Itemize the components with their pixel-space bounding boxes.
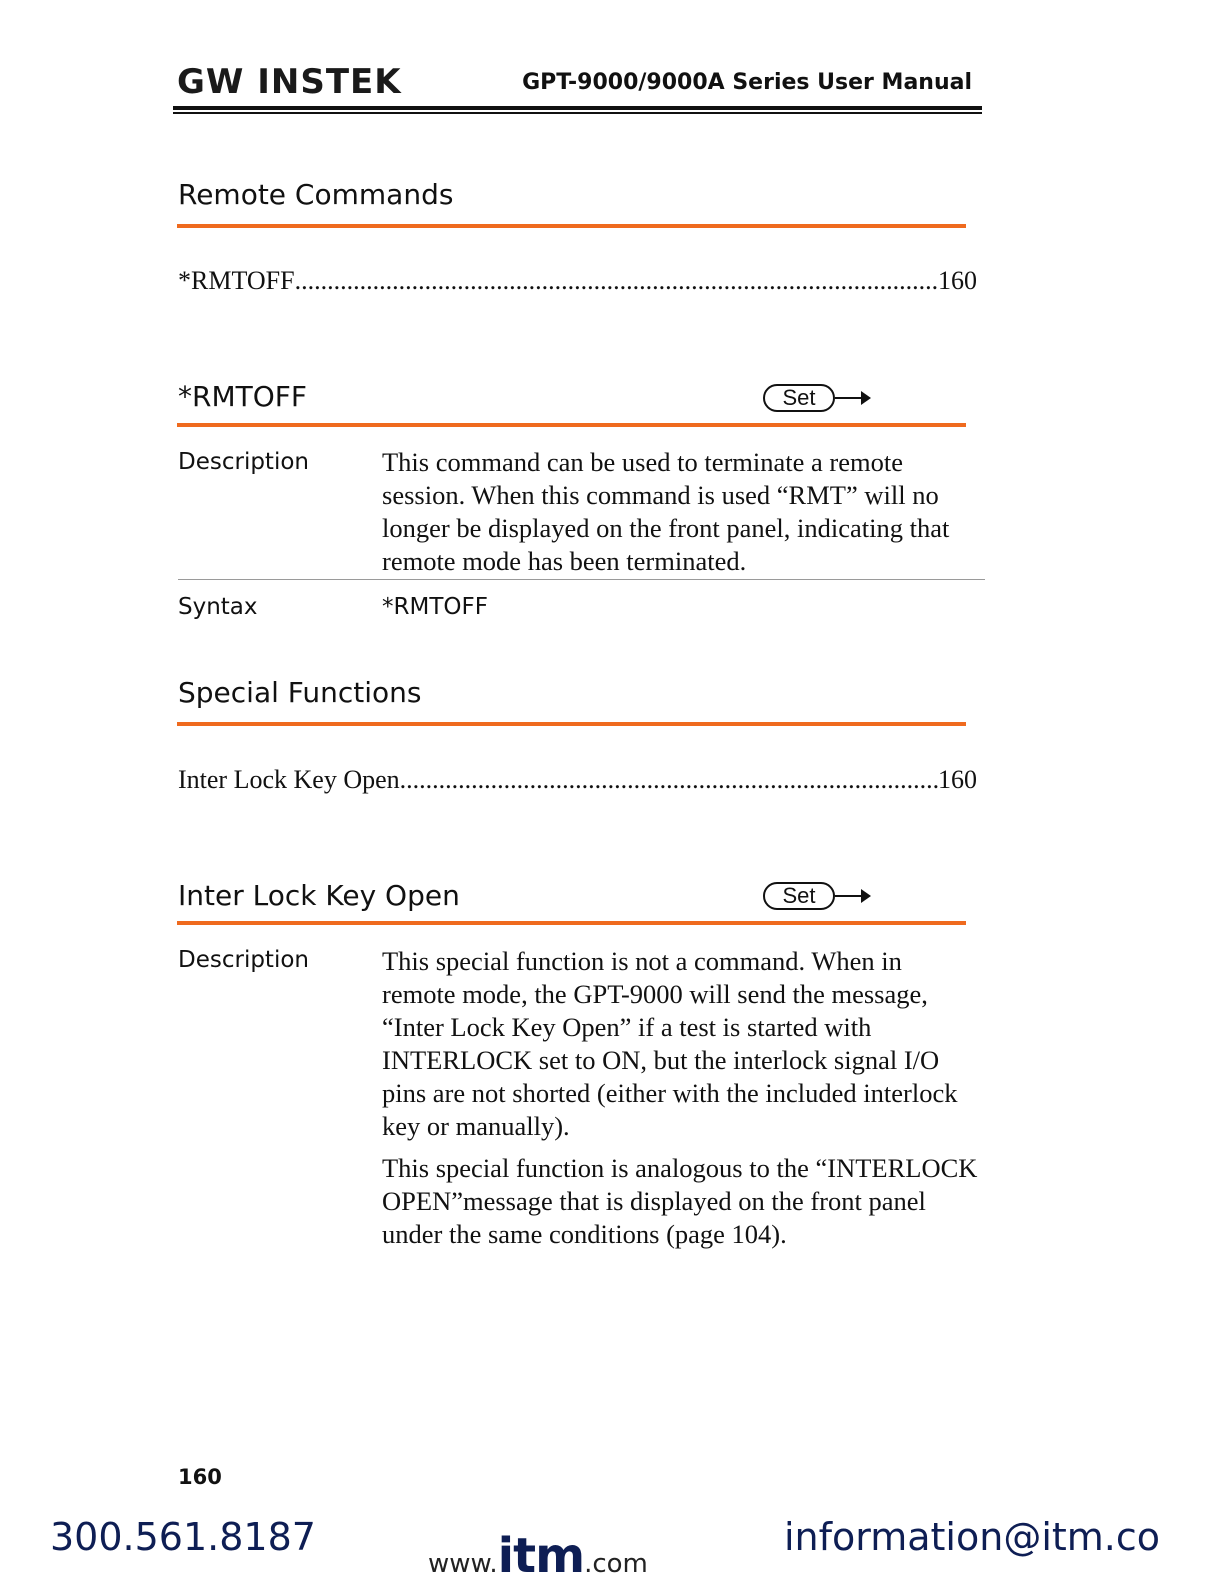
description-paragraph: This special function is analogous to the “INTERLOCK OPEN”message that is displayed on the front panel under the same conditions (page 104). — [382, 1153, 978, 1249]
section-rule — [177, 722, 966, 726]
section-title-special-functions: Special Functions — [178, 676, 422, 709]
description-label: Description — [178, 947, 309, 973]
footer-email[interactable]: information@itm.co — [784, 1515, 1161, 1559]
description-paragraph: This special function is not a command. When in remote mode, the GPT-9000 will send the message, “Inter Lock Key Open” if a test is started with INTERLOCK set to ON, but the interlock signal I/O pins are not shorted (either with the included interlock key or manually). — [382, 946, 958, 1141]
syntax-value: *RMTOFF — [382, 594, 488, 620]
footer-web-prefix: www. — [428, 1549, 498, 1579]
section-title-remote-commands: Remote Commands — [178, 178, 454, 211]
header-rule-thick — [173, 106, 982, 110]
toc-leader-dots — [295, 266, 938, 296]
set-badge — [763, 384, 869, 412]
arrow-right-icon — [835, 397, 869, 399]
manual-title: GPT-9000/9000A Series User Manual — [522, 70, 972, 95]
command-title-inter-lock-key-open: Inter Lock Key Open — [178, 879, 460, 912]
syntax-label: Syntax — [178, 594, 258, 620]
set-badge — [763, 882, 869, 910]
toc-entry-label: *RMTOFF — [178, 266, 295, 295]
section-rule — [177, 224, 966, 228]
set-label: Set — [763, 384, 835, 412]
toc-entry-page: 160 — [938, 266, 977, 295]
toc-entry-page: 160 — [938, 765, 977, 794]
description-label: Description — [178, 449, 309, 475]
row-divider — [178, 579, 985, 580]
toc-entry-rmtoff[interactable] — [178, 266, 977, 296]
description-text — [382, 945, 982, 1251]
toc-entry-inter-lock-key-open[interactable] — [178, 765, 977, 795]
command-rule — [177, 921, 966, 925]
footer-web-suffix: .com — [584, 1549, 648, 1579]
page-number: 160 — [178, 1465, 222, 1489]
command-rule — [177, 423, 966, 427]
toc-leader-dots — [400, 765, 938, 795]
header-rule-thin — [173, 112, 982, 114]
itm-logo: itm — [497, 1528, 585, 1584]
footer-phone: 300.561.8187 — [50, 1515, 316, 1559]
brand-logo: GW INSTEK — [177, 62, 402, 102]
set-label: Set — [763, 882, 835, 910]
description-text — [382, 446, 972, 578]
description-paragraph: This command can be used to terminate a remote session. When this command is used “RMT” will no longer be displayed on the front panel, indicating that remote mode has been terminated. — [382, 447, 950, 576]
footer-website[interactable] — [428, 1528, 648, 1584]
command-title-rmtoff: *RMTOFF — [178, 380, 307, 413]
toc-entry-label: Inter Lock Key Open — [178, 765, 400, 794]
arrow-right-icon — [835, 895, 869, 897]
